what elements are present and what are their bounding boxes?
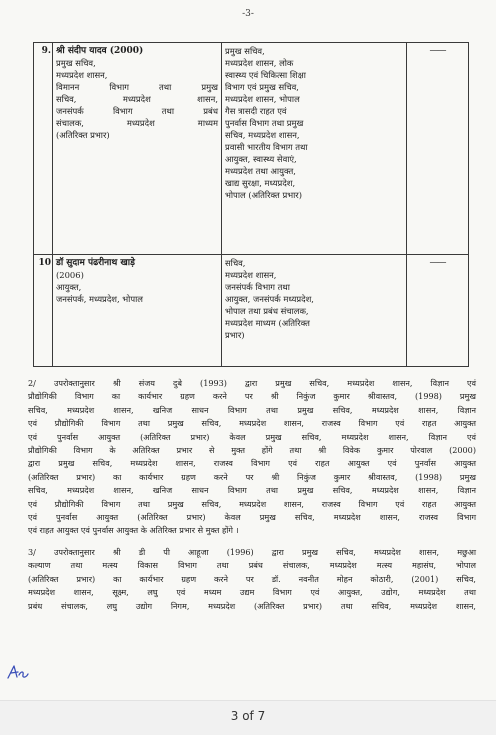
posting-table	[33, 42, 469, 367]
remark-dash: ——	[429, 258, 446, 268]
officer-batch-year: (2006)	[56, 270, 84, 280]
paragraph-3: 3/ उपरोक्तानुसार श्री डी पी आहूजा (1996) द्वारा प्रमुख सचिव, मध्यप्रदेश शासन, मछुआ कल्याण तथा मत्स्य विकास विभाग तथा प्रबंध संचालक, मध्यप्रदेश मत्स्य महासंघ, भोपाल (अतिरिक्त प्रभार) का कार्यभार ग्रहण करने पर डॉ. नवनीत मोहन कोठारी, (2001) सचिव, मध्यप्रदेश शासन, सूक्ष्म, लघु एवं मध्यम उद्यम विभाग एवं आयुक्त, उद्योग, मध्यप्रदेश तथा प्रबंध संचालक, लघु उद्योग निगम, मध्यप्रदेश (अतिरिक्त प्रभार) तथा सचिव, मध्यप्रदेश शासन,	[28, 546, 476, 611]
serial-number: 9.	[34, 43, 53, 255]
remark-cell	[407, 43, 469, 255]
order-paragraphs	[28, 377, 476, 621]
table-row	[34, 43, 469, 255]
officer-cell: डॉ सुदाम पंढरीनाथ खाड़े (2006) आयुक्त, जनसंपर्क, मध्यप्रदेश, भोपाल	[53, 255, 222, 367]
paragraph-2: 2/ उपरोक्तानुसार श्री संजय दुबे (1993) द्वारा प्रमुख सचिव, मध्यप्रदेश शासन, विज्ञान एवं प्रौद्योगिकी विभाग का कार्यभार ग्रहण करने पर श्री निकुंज कुमार श्रीवास्तव, (1998) प्रमुख सचिव, मध्यप्रदेश शासन, खनिज साधन विभाग तथा प्रमुख सचिव, मध्यप्रदेश शासन, विज्ञान एवं प्रौद्योगिकी विभाग तथा प्रमुख सचिव, मध्यप्रदेश शासन, राजस्व विभाग एवं राहत आयुक्त एवं पुनर्वास आयुक्त (अतिरिक्त प्रभार) केवल प्रमुख सचिव, मध्यप्रदेश शासन, विज्ञान एवं प्रौद्योगिकी विभाग के अतिरिक्त प्रभार से मुक्त होंगे तथा श्री विवेक कुमार पोरवाल (2000) द्वारा प्रमुख सचिव, मध्यप्रदेश शासन, राजस्व विभाग एवं राहत आयुक्त एवं पुनर्वास आयुक्त (अतिरिक्त प्रभार) का कार्यभार ग्रहण करने पर श्री निकुंज कुमार श्रीवास्तव, (1998) प्रमुख सचिव, मध्यप्रदेश शासन, खनिज साधन विभाग तथा प्रमुख सचिव, मध्यप्रदेश शासन, विज्ञान एवं प्रौद्योगिकी विभाग तथा प्रमुख सचिव, मध्यप्रदेश शासन, राजस्व विभाग एवं राहत आयुक्त एवं पुनर्वास आयुक्त (अतिरिक्त प्रभार) केवल प्रमुख सचिव, मध्यप्रदेश शासन, राजस्व विभाग एवं राहत आयुक्त एवं पुनर्वास आयुक्त के अतिरिक्त प्रभार से मुक्त होंगे ।	[28, 378, 476, 536]
new-post-cell: सचिव, मध्यप्रदेश शासन, जनसंपर्क विभाग तथा आयुक्त, जनसंपर्क मध्यप्रदेश, भोपाल तथा प्रबंध संचालक, मध्यप्रदेश माध्यम (अतिरिक्त प्रभार)	[222, 255, 407, 367]
signature-icon	[6, 663, 30, 681]
page-indicator: 3 of 7	[230, 709, 266, 723]
viewer-footer	[0, 700, 496, 735]
officer-name: श्री संदीप यादव (2000)	[56, 46, 144, 56]
remark-dash: ——	[429, 46, 446, 56]
remark-cell	[407, 255, 469, 367]
page-number-label: -3-	[242, 9, 254, 19]
table-row	[34, 255, 469, 367]
officer-cell: श्री संदीप यादव (2000) प्रमुख सचिव, मध्यप्रदेश शासन, विमानन विभाग तथा प्रमुख सचिव, मध्यप्रदेश शासन, जनसंपर्क विभाग तथा प्रबंध संचालक, मध्यप्रदेश माध्यम (अतिरिक्त प्रभार)	[53, 43, 222, 255]
officer-name: डॉ सुदाम पंढरीनाथ खाड़े	[56, 258, 135, 268]
new-post-cell: प्रमुख सचिव, मध्यप्रदेश शासन, लोक स्वास्थ्य एवं चिकित्सा शिक्षा विभाग एवं प्रमुख सचिव, मध्यप्रदेश शासन, भोपाल गैस त्रासदी राहत एवं पुनर्वास विभाग तथा प्रमुख सचिव, मध्यप्रदेश शासन, प्रवासी भारतीय विभाग तथा आयुक्त, स्वास्थ्य सेवाएं, मध्यप्रदेश तथा आयुक्त, खाद्य सुरक्षा, मध्यप्रदेश, भोपाल (अतिरिक्त प्रभार)	[222, 43, 407, 255]
serial-number: 10	[34, 255, 53, 367]
